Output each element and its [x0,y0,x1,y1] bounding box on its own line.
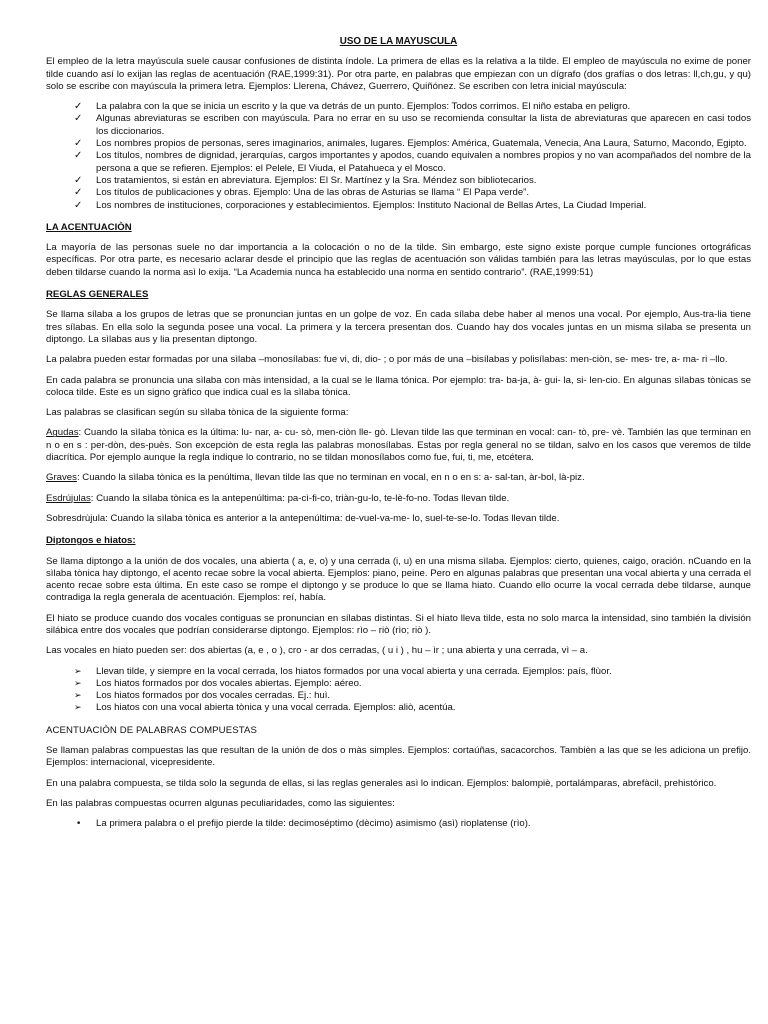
checkmark-icon: ✓ [74,101,83,113]
arrow-bullet-icon: ➢ [74,678,82,689]
list-item: ✓ Los nombres de instituciones, corporaciones y establecimientos. Ejemplos: Instituto Nacional de Bellas Artes, La Ciudad Imperial. [74,199,647,211]
list-item: ✓ Algunas abreviaturas se escriben con mayúscula. Para no errar en su uso se recomienda consultar la lista de abreviaturas que aparecen en casi todos los diccionarios. [74,113,751,137]
page-title: USO DE LA MAYUSCULA [339,36,458,47]
diptongos-paragraph-1: Se llama diptongo a la unión de dos vocales, una abierta ( a, e, o) y una cerrada (i, u) en una misma sìlaba. Ejemplos: cierto, quienes, caigo, oración. nCuando en la sìlaba tònica hay diptongo, el acento recae sobre la vocal abierta. Ejemplos: piano, peine. Pero en algunas palabras que presentan una vocal abierta y una cerrada el acento recae sobre esta última. En este caso se rompe el diptongo y se produce lo que se llama hiato. Cuando ello ocurre la vocal cerrada debe tildarse, aunque contradiga la regla generala de acentuación. Ejemplos: reí, había. [46,555,751,604]
checkmark-icon: ✓ [74,150,83,162]
sobresdrujula-paragraph: Sobresdrùjula: Cuando la sìlaba tònica es anterior a la antepenúltima: de-vuel-va-me- lo, suel-te-se-lo. Todas llevan tilde. [46,512,560,524]
compuestas-paragraph-2: En una palabra compuesta, se tilda solo la segunda de ellas, si las reglas generales asì lo indican. Ejemplos: balompiè, portalámparas, abrefàcil, prehistórico. [46,777,717,789]
list-item: ✓ Los nombres propios de personas, seres imaginarios, animales, lugares. Ejemplos: América, Guatemala, Venecia, Ana Laura, Saturno, Macondo, Egipto. [74,138,747,150]
arrow-bullet-icon: ➢ [74,703,82,714]
list-item: ✓ Los tratamientos, si están en abreviatura. Ejemplos: El Sr. Martínez y la Sra. Méndez son bibliotecarios. [74,174,537,186]
checkmark-icon: ✓ [74,187,83,199]
list-item: ✓ Los títulos, nombres de dignidad, jerarquías, cargos importantes y apodos, cuando equivalen a nombres propios y no van acompañados del nombre de la persona a que se refieren. Ejemplos: el Pelele, El Viuda, el Patahueca y el Mosco. [74,150,751,174]
reglas-paragraph-1: Se llama sílaba a los grupos de letras que se pronuncian juntas en un golpe de voz. En cada sílaba debe haber al menos una vocal. Por ejemplo, Aus-tra-lia tiene tres sílabas. En ella solo la segunda posee una vocal. La primera y la tercera presentan dos. Cuando hay dos vocales juntas en un misma sìlaba se presenta un diptongo. La sìlabas aus y lia presentan diptongo. [46,309,751,345]
hiatos-list [46,666,751,715]
checkmark-icon: ✓ [74,199,83,211]
arrow-bullet-icon: ➢ [74,691,82,702]
reglas-paragraph-2: La palabra pueden estar formadas por una sìlaba –monosílabas: fue vi, di, dio- ; o por más de una –bisílabas y polisílabas: men-ciòn, se- mes- tre, a- ma- ri –llo. [46,354,728,366]
reglas-paragraph-3: En cada palabra se pronuncia una sìlaba con màs intensidad, a la cual se le llama tónica. Por ejemplo: tra- ba-ja, à- gui- la, si- len-cio. En algunas sìlabas tònicas se coloca tilde. Este es un signo gràfico que indica cual es la sìlaba tònica. [46,374,751,398]
checkmark-icon: ✓ [74,138,83,150]
checkmark-icon: ✓ [74,113,83,125]
graves-term: Graves [46,472,77,484]
graves-paragraph: Graves: Cuando la sìlaba tònica es la penúltima, llevan tilde las que no terminan en vocal, en n o en s: a- sal-tan, àr-bol, là-piz. [46,472,585,484]
agudas-paragraph: Agudas: Cuando la sìlaba tònica es la última: lu- nar, a- cu- sò, men-ciòn lle- gò. Llevan tilde las que terminan en vocal: can- tò, pre- vè. También las que terminan en n o en s : per-dòn, des-puès. Son excepciòn de esta regla las palabras monosílabas. Estas por regla general no se tildan, salvo en los casos que veremos de tilde diacrítica. Por ejemplo aunque la regla indique lo contrario, no se tildan monosílabos como fue, fui, ti, me, etcétera. [46,427,751,464]
list-item: • La primera palabra o el prefijo pierde la tilde: decimoséptimo (dècimo) asimismo (asì) rioplatense (rìo). [76,818,531,830]
diptongos-paragraph-2: El hiato se produce cuando dos vocales contiguas se pronuncian en sílabas distintas. Si el hiato lleva tilde, esta no solo marca la intensidad, sino también la división silábica entre dos vocales que podrían considerarse diptongo. Ejemplos: rìo – riò (rìo; riò ). [46,612,751,636]
peculiaridades-list [46,818,751,830]
reglas-paragraph-4: Las palabras se clasifican según su sìlaba tònica de la siguiente forma: [46,407,349,419]
list-item: ➢ Los hiatos formados por dos vocales cerradas. Ej.: huì. [74,690,331,702]
arrow-bullet-icon: ➢ [74,666,82,677]
list-item: ✓ Los títulos de publicaciones y obras. Ejemplo: Una de las obras de Asturias se llama “ El Papa verde”. [74,187,530,199]
checkmark-icon: ✓ [74,174,83,186]
section-heading-compuestas: ACENTUACIÒN DE PALABRAS COMPUESTAS [46,724,257,736]
compuestas-paragraph-1: Se llaman palabras compuestas las que resultan de la unión de dos o màs simples. Ejemplos: cortaúñas, sacacorchos. Tambièn a las que se les adiciona un prefijo. Ejemplos: internacional, vicepresidente. [46,745,751,769]
section-heading-reglas: REGLAS GENERALES [46,289,149,301]
esdrujulas-paragraph: Esdrújulas: Cuando la sìlaba tònica es la antepenúltima: pa-cì-fi-co, triàn-gu-lo, te-lè-fo-no. Todas llevan tilde. [46,492,510,504]
agudas-term: Agudas [46,427,79,439]
list-item: ➢ Los hiatos formados por dos vocales abiertas. Ejemplo: aéreo. [74,677,362,689]
list-item: ➢ Llevan tilde, y siempre en la vocal cerrada, los hiatos formados por una vocal abierta y una cerrada. Ejemplos: país, flùor. [74,665,612,677]
section-heading-acentuacion: LA ACENTUACIÒN [46,221,132,233]
compuestas-paragraph-3: En las palabras compuestas ocurren algunas peculiaridades, como las siguientes: [46,797,395,809]
list-item: ✓ La palabra con la que se inicia un escrito y la que va detrás de un punto. Ejemplos: Todos corrimos. El niño estaba en peligro. [74,101,631,113]
acentuacion-paragraph: La mayoría de las personas suele no dar importancia a la colocación o no de la tilde. Sin embargo, este signo existe porque cumple funciones ortográficas específicas. Por otra parte, es necesario aclarar desde el principio que las reglas de acentuación son válidas también para las letras mayúsculas, por lo que estas deben tildarse cuando la norma asì lo exija. “La Academia nunca ha establecido una norma en sentido contrario”. (RAE,1999:51) [46,242,751,278]
intro-paragraph: El empleo de la letra mayúscula suele causar confusiones de distinta índole. La primera de ellas es la relativa a la tilde. El empleo de mayúscula no exime de poner tilde cuando así lo exijan las reglas de acentuación (RAE,1999:31). Por otra parte, en palabras que empiezan con un dígrafo (dos grafías o dos letras: ll,ch,gu, y qu) solo se escribe con mayúscula la primera letra. Ejemplos: Llerena, Chávez, Guerrero, Quiñónez. Se escriben con letra inicial mayúscula: [46,56,751,92]
esdrujulas-term: Esdrújulas [46,492,91,504]
diptongos-paragraph-3: Las vocales en hiato pueden ser: dos abiertas (a, e , o ), cro - ar dos cerradas, ( u i ) , hu – ìr ; una abierta y una cerrada, vì – a. [46,645,588,657]
bullet-icon: • [76,819,82,830]
section-heading-diptongos: Diptongos e hiatos: [46,535,136,547]
capitalization-rules-list [46,101,751,212]
list-item: ➢ Los hiatos con una vocal abierta tònica y una vocal cerrada. Ejemplos: aliò, acentúa. [74,702,456,714]
